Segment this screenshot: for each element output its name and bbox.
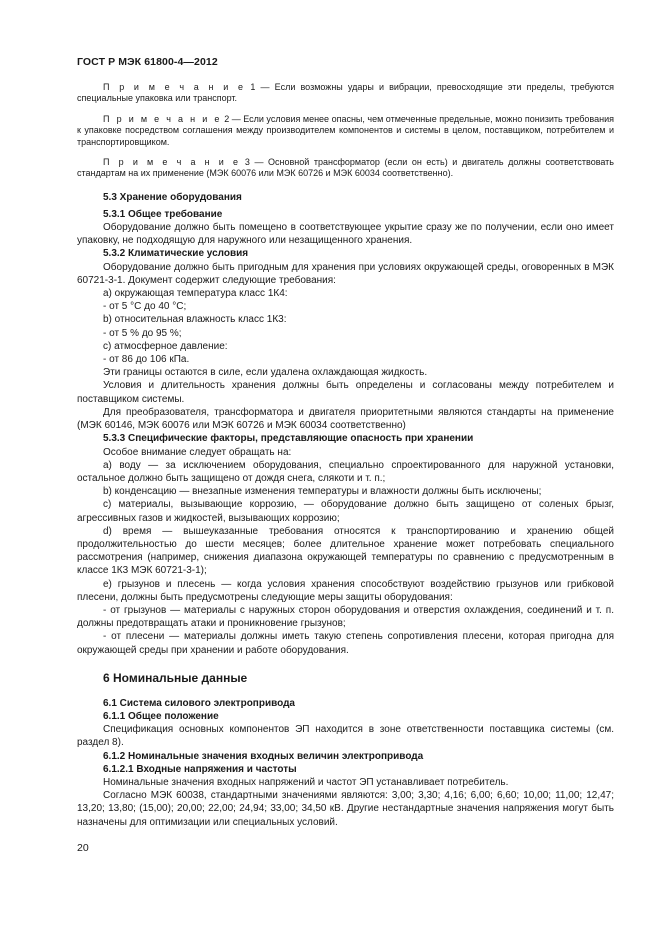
- note-1: [77, 82, 614, 105]
- list-item: e) грызунов и плесень — когда условия хранения способствуют воздействию грызунов или грибковой плесени, должны быть предусмотрены следующие меры защиты оборудования:: [77, 578, 614, 603]
- note-2: [77, 114, 614, 148]
- note-3: [77, 157, 614, 180]
- section-6-1-1-heading: 6.1.1 Общее положение: [103, 710, 219, 722]
- list-item: a) воду — за исключением оборудования, специально спроектированного для наружной установки, остальное должно быть защищено от дождя снега, слякоти и т. п.;: [77, 459, 614, 484]
- section-5-3-2-heading: 5.3.2 Климатические условия: [103, 248, 249, 260]
- section-6-1-2-1-heading: 6.1.2.1 Входные напряжения и частоты: [103, 763, 297, 775]
- list-item: c) атмосферное давление:: [103, 340, 228, 352]
- list-subitem: - от 5 °С до 40 °С;: [103, 301, 187, 313]
- note-text: 2 — Если условия менее опасны, чем отмеченные предельные, можно понизить требования к упаковке посредством соглашения между производителем компонентов и системы в целом, поставщиком, потребителем и транспортировщиком.: [77, 113, 614, 147]
- note-text: 1 — Если возможны удары и вибрации, превосходящие эти пределы, требуются специальные упаковка или транспорт.: [77, 82, 614, 104]
- section-5-3-3-heading: 5.3.3 Специфические факторы, представляющие опасность при хранении: [103, 433, 474, 445]
- page-number: 20: [77, 842, 89, 854]
- list-item: b) относительная влажность класс 1К3:: [103, 314, 287, 326]
- note-label: П р и м е ч а н и е: [103, 113, 222, 124]
- document-page: [77, 56, 614, 829]
- list-item: d) время — вышеуказанные требования относятся к транспортированию и хранению общей продолжительностью до шести месяцев; более длительное хранение может потребовать специального рассмотрения (например, снижения диапазона окружающей температуры по сравнению с предусмотренным в классе 1К3 МЭК 60721-3-1);: [77, 525, 614, 577]
- list-subitem: - от 86 до 106 кПа.: [103, 354, 190, 366]
- paragraph: Для преобразователя, трансформатора и двигателя приоритетными являются стандарты на применение (МЭК 60146, МЭК 60076 или МЭК 60726 и МЭК 60034 соответственно): [77, 406, 614, 432]
- paragraph: Оборудование должно быть пригодным для хранения при условиях окружающей среды, оговоренных в МЭК 60721-3-1. Документ содержит следующие требования:: [77, 261, 614, 286]
- note-label: П р и м е ч а н и е: [103, 82, 246, 92]
- paragraph: Эти границы остаются в силе, если удалена охлаждающая жидкость.: [103, 367, 428, 379]
- list-subitem: - от плесени — материалы должны иметь такую степень сопротивления плесени, которая пригодна для окружающей среды при хранении и работе оборудования.: [77, 631, 614, 656]
- paragraph: Особое внимание следует обращать на:: [103, 446, 292, 458]
- document-header: ГОСТ Р МЭК 61800-4—2012: [77, 56, 218, 68]
- note-text: 3 — Основной трансформатор (если он есть) и двигатель должны соответствовать стандартам на их применение (МЭК 60076 или МЭК 60726 и МЭК 60034 соответственно).: [77, 157, 614, 179]
- list-subitem: - от грызунов — материалы с наружных сторон оборудования и отверстия охлаждения, соединений и т. п. должны предотвращать атаки и проникновение грызунов;: [77, 604, 614, 630]
- section-6-1-2-heading: 6.1.2 Номинальные значения входных величин электропривода: [103, 750, 424, 762]
- paragraph: Согласно МЭК 60038, стандартными значениями являются: 3,00; 3,30; 4,16; 6,00; 6,60; 10,00; 11,00; 12,47; 13,20; 13,80; (15,00); 20,00; 22,00; 24,94; 33,00; 34,50 кВ. Другие нестандартные значения напряжения могут быть назначены для оптимизации или специальных условий.: [77, 790, 614, 828]
- section-5-3-heading: 5.3 Хранение оборудования: [103, 191, 242, 203]
- section-5-3-1-heading: 5.3.1 Общее требование: [103, 208, 223, 220]
- list-item: a) окружающая температура класс 1К4:: [103, 288, 288, 300]
- paragraph: Оборудование должно быть помещено в соответствующее укрытие сразу же по получении, если оно имеет упаковку, не подходящую для наружного или незащищенного хранения.: [77, 222, 614, 247]
- section-6-heading: 6 Номинальные данные: [103, 670, 248, 685]
- section-6-1-heading: 6.1 Система силового электропривода: [103, 697, 295, 709]
- paragraph: Номинальные значения входных напряжений и частот ЭП устанавливает потребитель.: [103, 776, 509, 788]
- note-label: П р и м е ч а н и е: [103, 157, 241, 168]
- paragraph: Спецификация основных компонентов ЭП находится в зоне ответственности поставщика системы (см. раздел 8).: [77, 724, 614, 749]
- paragraph: Условия и длительность хранения должны быть определены и согласованы между потребителем и поставщиком системы.: [77, 380, 614, 405]
- list-item: c) материалы, вызывающие коррозию, — оборудование должно быть защищено от соленых брызг, агрессивных газов и жидкостей, вызывающих коррозию;: [77, 499, 614, 524]
- list-subitem: - от 5 % до 95 %;: [103, 327, 182, 339]
- list-item: b) конденсацию — внезапные изменения температуры и влажности должны быть исключены;: [103, 486, 542, 498]
